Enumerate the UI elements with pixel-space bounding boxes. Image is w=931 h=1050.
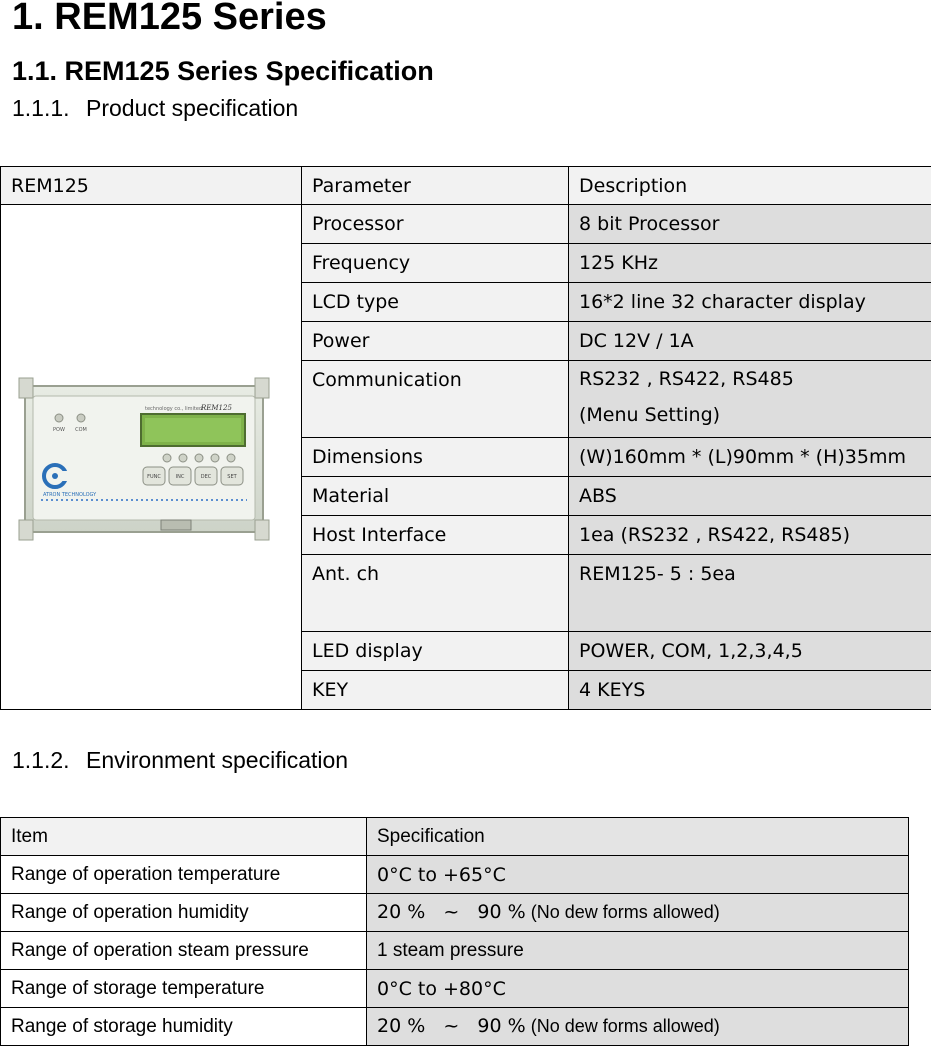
spec-cell: 0°C to +65°C xyxy=(367,856,909,894)
environment-spec-table xyxy=(0,817,909,1046)
led-label: COM xyxy=(75,427,87,433)
desc-line: RS232 , RS422, RS485 xyxy=(579,368,794,390)
spec-note: (No dew forms allowed) xyxy=(525,1016,720,1036)
key-label: SET xyxy=(227,474,237,480)
device-image-cell xyxy=(1,205,302,710)
spec-cell xyxy=(367,1008,909,1046)
page-title: 1. REM125 Series xyxy=(12,0,327,38)
param-cell: Material xyxy=(302,477,569,516)
spec-range: 20 % ~ 90 % xyxy=(377,1015,526,1037)
spec-note: (No dew forms allowed) xyxy=(525,902,720,922)
table-row xyxy=(1,970,909,1008)
item-cell: Range of operation temperature xyxy=(1,856,367,894)
desc-cell: DC 12V / 1A xyxy=(569,322,931,361)
desc-cell: 125 KHz xyxy=(569,244,931,283)
table-row xyxy=(1,932,909,970)
spec-range: 20 % ~ 90 % xyxy=(377,901,526,923)
desc-cell: (W)160mm * (L)90mm * (H)35mm xyxy=(569,438,931,477)
param-cell: Ant. ch xyxy=(302,555,569,632)
spec-cell: 0°C to +80°C xyxy=(367,970,909,1008)
key-label: INC xyxy=(175,474,185,480)
product-spec-table xyxy=(0,166,931,710)
param-cell: Frequency xyxy=(302,244,569,283)
header-cell: REM125 xyxy=(1,167,302,205)
key-label: FUNC xyxy=(147,474,161,480)
param-cell: Dimensions xyxy=(302,438,569,477)
spec-cell xyxy=(367,894,909,932)
table-row xyxy=(1,205,931,244)
subsection-heading-product xyxy=(12,95,298,122)
led-label: POW xyxy=(53,427,65,433)
desc-cell: REM125- 5 : 5ea xyxy=(569,555,931,632)
header-cell: Specification xyxy=(367,818,909,856)
desc-line: (Menu Setting) xyxy=(579,404,721,426)
item-cell: Range of operation humidity xyxy=(1,894,367,932)
table-row xyxy=(1,856,909,894)
header-cell: Description xyxy=(569,167,931,205)
subsection-title: Product specification xyxy=(86,95,299,121)
item-cell: Range of storage temperature xyxy=(1,970,367,1008)
device-image xyxy=(11,372,291,542)
key-label: DEC xyxy=(200,474,212,480)
param-cell: LED display xyxy=(302,632,569,671)
brand-text: ATRON TECHNOLOGY xyxy=(43,492,97,498)
param-cell: Communication xyxy=(302,361,569,438)
header-cell: Parameter xyxy=(302,167,569,205)
subsection-number: 1.1.2. xyxy=(12,747,70,773)
subsection-number: 1.1.1. xyxy=(12,95,70,121)
desc-cell: 1ea (RS232 , RS422, RS485) xyxy=(569,516,931,555)
desc-cell: 4 KEYS xyxy=(569,671,931,710)
param-cell: Processor xyxy=(302,205,569,244)
table-row xyxy=(1,894,909,932)
table-row xyxy=(1,1008,909,1046)
table-header-row xyxy=(1,167,931,205)
param-cell: KEY xyxy=(302,671,569,710)
desc-cell: 16*2 line 32 character display xyxy=(569,283,931,322)
subsection-title: Environment specification xyxy=(86,747,349,773)
param-cell: Power xyxy=(302,322,569,361)
item-cell: Range of storage humidity xyxy=(1,1008,367,1046)
panel-text: technology co., limited xyxy=(145,406,203,412)
header-cell: Item xyxy=(1,818,367,856)
subsection-heading-environment xyxy=(12,747,348,774)
param-cell: Host Interface xyxy=(302,516,569,555)
desc-cell: POWER, COM, 1,2,3,4,5 xyxy=(569,632,931,671)
model-label: REM125 xyxy=(201,404,232,412)
param-cell: LCD type xyxy=(302,283,569,322)
desc-cell: ABS xyxy=(569,477,931,516)
spec-cell: 1 steam pressure xyxy=(367,932,909,970)
desc-cell xyxy=(569,361,931,438)
item-cell: Range of operation steam pressure xyxy=(1,932,367,970)
desc-cell: 8 bit Processor xyxy=(569,205,931,244)
section-heading: 1.1. REM125 Series Specification xyxy=(12,56,434,86)
table-header-row xyxy=(1,818,909,856)
